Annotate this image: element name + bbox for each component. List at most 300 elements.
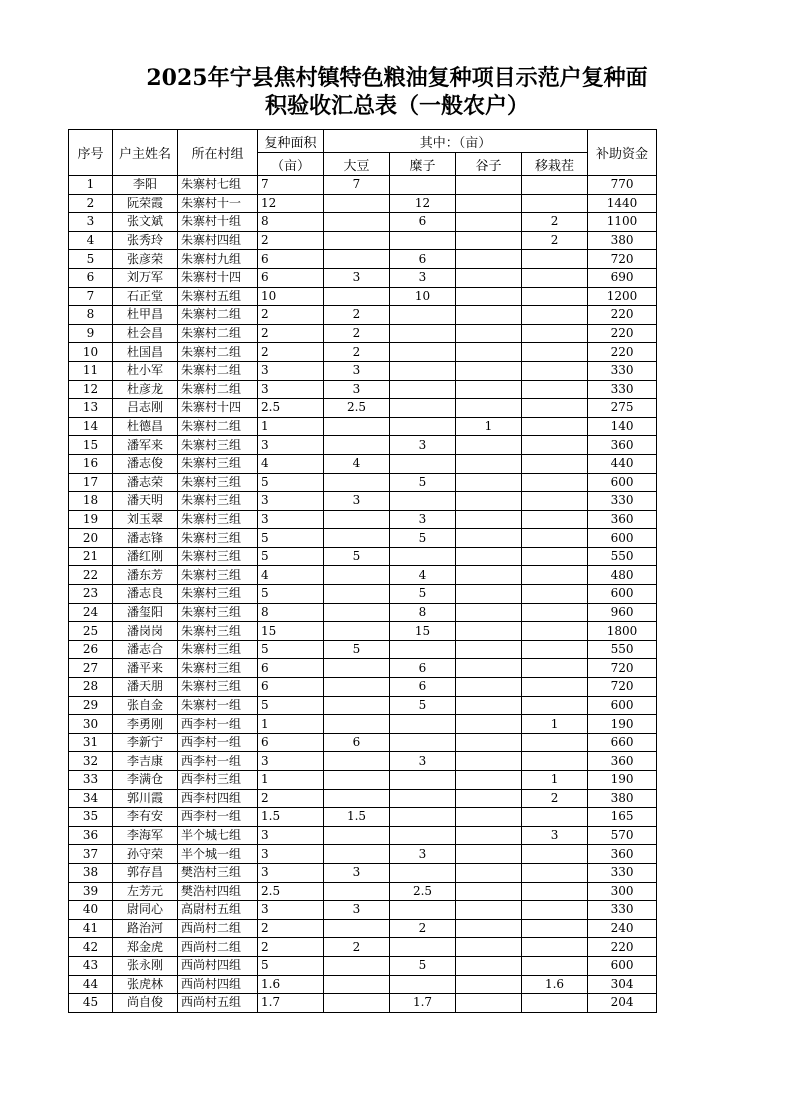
cell-village: 朱寨村三组 [178, 510, 258, 529]
table-row [69, 213, 657, 232]
cell-area: 7 [258, 176, 324, 195]
cell-millet [456, 882, 522, 901]
cell-subsidy: 220 [588, 938, 657, 957]
cell-area: 5 [258, 585, 324, 604]
cell-soybean [324, 622, 390, 641]
cell-subsidy: 304 [588, 975, 657, 994]
cell-village: 朱寨村四组 [178, 231, 258, 250]
cell-village: 朱寨村九组 [178, 250, 258, 269]
cell-soybean [324, 956, 390, 975]
cell-name: 潘红刚 [113, 547, 178, 566]
table-row [69, 863, 657, 882]
header-millet: 谷子 [456, 153, 522, 176]
cell-transplant [522, 696, 588, 715]
table-row [69, 640, 657, 659]
cell-seq: 31 [69, 733, 113, 752]
cell-subsidy: 360 [588, 510, 657, 529]
cell-soybean: 2 [324, 306, 390, 325]
table-row [69, 715, 657, 734]
cell-area: 6 [258, 659, 324, 678]
cell-village: 朱寨村三组 [178, 640, 258, 659]
cell-seq: 6 [69, 268, 113, 287]
cell-area: 8 [258, 213, 324, 232]
cell-transplant [522, 845, 588, 864]
cell-village: 朱寨村三组 [178, 585, 258, 604]
cell-area: 3 [258, 510, 324, 529]
cell-seq: 30 [69, 715, 113, 734]
cell-millet-broom: 5 [390, 529, 456, 548]
cell-area: 5 [258, 547, 324, 566]
cell-village: 半个城七组 [178, 826, 258, 845]
cell-village: 朱寨村二组 [178, 380, 258, 399]
cell-subsidy: 330 [588, 863, 657, 882]
cell-village: 朱寨村二组 [178, 306, 258, 325]
cell-soybean: 3 [324, 492, 390, 511]
cell-millet-broom: 1.7 [390, 994, 456, 1013]
cell-soybean: 7 [324, 176, 390, 195]
table-row [69, 529, 657, 548]
cell-millet [456, 919, 522, 938]
cell-transplant [522, 324, 588, 343]
cell-millet-broom [390, 938, 456, 957]
cell-seq: 15 [69, 436, 113, 455]
cell-name: 阮荣霞 [113, 194, 178, 213]
cell-millet [456, 287, 522, 306]
cell-soybean: 2 [324, 324, 390, 343]
cell-transplant: 1 [522, 771, 588, 790]
cell-millet [456, 436, 522, 455]
cell-millet [456, 268, 522, 287]
cell-area: 2 [258, 938, 324, 957]
cell-transplant [522, 678, 588, 697]
cell-millet [456, 752, 522, 771]
table-row [69, 771, 657, 790]
cell-seq: 44 [69, 975, 113, 994]
cell-millet-broom: 5 [390, 696, 456, 715]
cell-name: 李吉康 [113, 752, 178, 771]
cell-subsidy: 190 [588, 715, 657, 734]
cell-millet-broom: 8 [390, 603, 456, 622]
cell-millet-broom: 15 [390, 622, 456, 641]
cell-seq: 33 [69, 771, 113, 790]
cell-subsidy: 660 [588, 733, 657, 752]
table-row [69, 231, 657, 250]
cell-seq: 21 [69, 547, 113, 566]
cell-soybean: 6 [324, 733, 390, 752]
cell-name: 孙守荣 [113, 845, 178, 864]
cell-millet [456, 343, 522, 362]
cell-millet [456, 306, 522, 325]
cell-name: 李阳 [113, 176, 178, 195]
cell-transplant [522, 176, 588, 195]
cell-name: 李有安 [113, 808, 178, 827]
cell-soybean: 2 [324, 938, 390, 957]
cell-soybean: 3 [324, 863, 390, 882]
cell-seq: 19 [69, 510, 113, 529]
table-row [69, 696, 657, 715]
cell-transplant [522, 268, 588, 287]
cell-name: 李勇刚 [113, 715, 178, 734]
cell-transplant [522, 250, 588, 269]
cell-soybean [324, 250, 390, 269]
cell-seq: 42 [69, 938, 113, 957]
cell-soybean: 3 [324, 901, 390, 920]
table-row [69, 194, 657, 213]
table-row [69, 845, 657, 864]
cell-millet [456, 176, 522, 195]
cell-millet [456, 696, 522, 715]
cell-area: 4 [258, 454, 324, 473]
cell-subsidy: 204 [588, 994, 657, 1013]
cell-village: 朱寨村七组 [178, 176, 258, 195]
cell-subsidy: 360 [588, 436, 657, 455]
cell-millet-broom [390, 863, 456, 882]
cell-village: 朱寨村三组 [178, 529, 258, 548]
cell-soybean [324, 231, 390, 250]
cell-area: 2.5 [258, 399, 324, 418]
cell-soybean [324, 436, 390, 455]
summary-table [68, 129, 657, 1013]
cell-transplant [522, 510, 588, 529]
header-soybean: 大豆 [324, 153, 390, 176]
cell-millet-broom [390, 231, 456, 250]
cell-millet [456, 845, 522, 864]
cell-name: 吕志刚 [113, 399, 178, 418]
table-row [69, 826, 657, 845]
table-row [69, 547, 657, 566]
cell-millet-broom [390, 715, 456, 734]
cell-subsidy: 380 [588, 789, 657, 808]
cell-village: 西李村一组 [178, 808, 258, 827]
cell-millet-broom [390, 306, 456, 325]
table-row [69, 994, 657, 1013]
cell-area: 1.5 [258, 808, 324, 827]
cell-millet [456, 826, 522, 845]
cell-subsidy: 220 [588, 324, 657, 343]
cell-area: 8 [258, 603, 324, 622]
cell-subsidy: 330 [588, 380, 657, 399]
cell-subsidy: 600 [588, 696, 657, 715]
cell-millet-broom: 3 [390, 268, 456, 287]
cell-soybean [324, 603, 390, 622]
cell-millet [456, 213, 522, 232]
cell-millet [456, 659, 522, 678]
cell-name: 郭存昌 [113, 863, 178, 882]
cell-village: 西李村三组 [178, 771, 258, 790]
cell-millet [456, 975, 522, 994]
cell-transplant: 2 [522, 213, 588, 232]
cell-seq: 2 [69, 194, 113, 213]
table-row [69, 510, 657, 529]
cell-name: 张虎林 [113, 975, 178, 994]
cell-transplant [522, 863, 588, 882]
cell-subsidy: 190 [588, 771, 657, 790]
cell-subsidy: 165 [588, 808, 657, 827]
cell-village: 西尚村四组 [178, 956, 258, 975]
cell-seq: 8 [69, 306, 113, 325]
cell-name: 杜国昌 [113, 343, 178, 362]
cell-seq: 45 [69, 994, 113, 1013]
cell-subsidy: 1440 [588, 194, 657, 213]
cell-millet [456, 194, 522, 213]
cell-name: 潘天朋 [113, 678, 178, 697]
cell-soybean [324, 789, 390, 808]
cell-seq: 18 [69, 492, 113, 511]
table-row [69, 901, 657, 920]
cell-village: 樊浩村三组 [178, 863, 258, 882]
cell-millet [456, 771, 522, 790]
cell-village: 西尚村二组 [178, 919, 258, 938]
header-millet-broom: 糜子 [390, 153, 456, 176]
table-row [69, 938, 657, 957]
cell-millet-broom [390, 901, 456, 920]
cell-area: 3 [258, 380, 324, 399]
cell-seq: 12 [69, 380, 113, 399]
cell-transplant [522, 287, 588, 306]
cell-village: 朱寨村三组 [178, 436, 258, 455]
cell-area: 3 [258, 361, 324, 380]
cell-village: 西李村四组 [178, 789, 258, 808]
table-row [69, 808, 657, 827]
cell-village: 西尚村五组 [178, 994, 258, 1013]
cell-millet-broom [390, 399, 456, 418]
cell-area: 4 [258, 566, 324, 585]
cell-name: 潘东芳 [113, 566, 178, 585]
table-row [69, 176, 657, 195]
cell-transplant [522, 492, 588, 511]
cell-millet [456, 901, 522, 920]
cell-area: 2 [258, 789, 324, 808]
cell-soybean [324, 194, 390, 213]
cell-area: 2 [258, 919, 324, 938]
cell-seq: 39 [69, 882, 113, 901]
cell-soybean [324, 994, 390, 1013]
cell-millet [456, 585, 522, 604]
cell-millet [456, 715, 522, 734]
cell-village: 朱寨村三组 [178, 454, 258, 473]
cell-soybean [324, 417, 390, 436]
cell-millet-broom [390, 771, 456, 790]
cell-millet [456, 733, 522, 752]
cell-millet [456, 547, 522, 566]
cell-soybean [324, 882, 390, 901]
cell-name: 杜会昌 [113, 324, 178, 343]
table-row [69, 733, 657, 752]
cell-village: 朱寨村三组 [178, 492, 258, 511]
cell-subsidy: 720 [588, 250, 657, 269]
cell-name: 杜小军 [113, 361, 178, 380]
cell-millet [456, 510, 522, 529]
cell-village: 朱寨村三组 [178, 473, 258, 492]
cell-transplant [522, 994, 588, 1013]
cell-transplant [522, 343, 588, 362]
cell-area: 5 [258, 956, 324, 975]
cell-subsidy: 1800 [588, 622, 657, 641]
cell-name: 郭川霞 [113, 789, 178, 808]
cell-soybean [324, 696, 390, 715]
table-row [69, 789, 657, 808]
cell-seq: 17 [69, 473, 113, 492]
cell-seq: 20 [69, 529, 113, 548]
cell-millet-broom: 2 [390, 919, 456, 938]
cell-millet-broom [390, 640, 456, 659]
cell-village: 西李村一组 [178, 752, 258, 771]
cell-name: 潘志锋 [113, 529, 178, 548]
cell-village: 朱寨村二组 [178, 417, 258, 436]
cell-village: 朱寨村一组 [178, 696, 258, 715]
cell-transplant: 2 [522, 231, 588, 250]
cell-village: 朱寨村三组 [178, 659, 258, 678]
cell-subsidy: 480 [588, 566, 657, 585]
cell-soybean [324, 919, 390, 938]
cell-millet-broom [390, 361, 456, 380]
table-row [69, 678, 657, 697]
cell-subsidy: 330 [588, 492, 657, 511]
table-row [69, 436, 657, 455]
cell-seq: 11 [69, 361, 113, 380]
cell-name: 石正堂 [113, 287, 178, 306]
cell-soybean [324, 715, 390, 734]
cell-subsidy: 440 [588, 454, 657, 473]
cell-soybean [324, 510, 390, 529]
table-row [69, 603, 657, 622]
cell-soybean [324, 473, 390, 492]
cell-name: 潘志荣 [113, 473, 178, 492]
cell-millet-broom: 3 [390, 510, 456, 529]
cell-millet-broom: 10 [390, 287, 456, 306]
cell-seq: 32 [69, 752, 113, 771]
table-row [69, 454, 657, 473]
cell-seq: 13 [69, 399, 113, 418]
cell-soybean: 3 [324, 380, 390, 399]
table-row [69, 882, 657, 901]
cell-soybean: 2.5 [324, 399, 390, 418]
cell-name: 张秀玲 [113, 231, 178, 250]
cell-subsidy: 380 [588, 231, 657, 250]
cell-transplant [522, 473, 588, 492]
cell-name: 潘天明 [113, 492, 178, 511]
cell-subsidy: 770 [588, 176, 657, 195]
cell-millet [456, 603, 522, 622]
table-body [69, 176, 657, 1013]
cell-area: 15 [258, 622, 324, 641]
cell-area: 1.6 [258, 975, 324, 994]
cell-transplant [522, 399, 588, 418]
cell-village: 朱寨村二组 [178, 361, 258, 380]
cell-village: 半个城一组 [178, 845, 258, 864]
cell-subsidy: 1200 [588, 287, 657, 306]
cell-name: 张永刚 [113, 956, 178, 975]
cell-millet-broom [390, 380, 456, 399]
cell-subsidy: 330 [588, 901, 657, 920]
cell-name: 李新宁 [113, 733, 178, 752]
cell-village: 朱寨村三组 [178, 566, 258, 585]
cell-name: 张文斌 [113, 213, 178, 232]
cell-millet-broom [390, 733, 456, 752]
cell-village: 西李村一组 [178, 715, 258, 734]
page-title-line2: 积验收汇总表（一般农户） [264, 93, 529, 119]
cell-transplant [522, 603, 588, 622]
cell-soybean [324, 826, 390, 845]
cell-millet [456, 399, 522, 418]
cell-millet-broom: 12 [390, 194, 456, 213]
cell-area: 2 [258, 343, 324, 362]
table-row [69, 417, 657, 436]
cell-millet-broom: 3 [390, 752, 456, 771]
cell-area: 3 [258, 492, 324, 511]
table-row [69, 287, 657, 306]
cell-millet-broom [390, 492, 456, 511]
cell-seq: 14 [69, 417, 113, 436]
cell-name: 潘志良 [113, 585, 178, 604]
cell-area: 12 [258, 194, 324, 213]
cell-transplant [522, 566, 588, 585]
cell-millet [456, 956, 522, 975]
cell-name: 左芳元 [113, 882, 178, 901]
cell-seq: 4 [69, 231, 113, 250]
cell-millet-broom [390, 789, 456, 808]
cell-subsidy: 600 [588, 956, 657, 975]
header-transplant: 移栽茬 [522, 153, 588, 176]
cell-name: 张自金 [113, 696, 178, 715]
cell-village: 朱寨村三组 [178, 622, 258, 641]
cell-transplant [522, 882, 588, 901]
cell-transplant: 2 [522, 789, 588, 808]
cell-millet [456, 473, 522, 492]
header-area-unit: （亩） [258, 153, 324, 176]
table-row [69, 399, 657, 418]
header-village: 所在村组 [178, 130, 258, 176]
table-row [69, 752, 657, 771]
cell-millet-broom [390, 826, 456, 845]
cell-village: 朱寨村二组 [178, 343, 258, 362]
cell-millet-broom: 6 [390, 250, 456, 269]
table-row [69, 268, 657, 287]
cell-area: 5 [258, 529, 324, 548]
cell-transplant [522, 194, 588, 213]
cell-area: 10 [258, 287, 324, 306]
cell-transplant [522, 436, 588, 455]
table-row [69, 585, 657, 604]
cell-subsidy: 960 [588, 603, 657, 622]
cell-subsidy: 220 [588, 343, 657, 362]
header-area: 复种面积 [258, 130, 324, 153]
cell-area: 2 [258, 231, 324, 250]
cell-name: 张彦荣 [113, 250, 178, 269]
cell-transplant [522, 733, 588, 752]
cell-millet-broom [390, 343, 456, 362]
cell-transplant [522, 956, 588, 975]
cell-subsidy: 330 [588, 361, 657, 380]
cell-millet [456, 380, 522, 399]
cell-village: 西尚村二组 [178, 938, 258, 957]
cell-transplant [522, 938, 588, 957]
cell-millet-broom [390, 176, 456, 195]
cell-name: 郑金虎 [113, 938, 178, 957]
cell-soybean: 3 [324, 361, 390, 380]
cell-village: 朱寨村三组 [178, 678, 258, 697]
cell-millet [456, 454, 522, 473]
cell-subsidy: 300 [588, 882, 657, 901]
table-row [69, 324, 657, 343]
cell-seq: 3 [69, 213, 113, 232]
cell-transplant [522, 547, 588, 566]
cell-village: 朱寨村十四 [178, 268, 258, 287]
cell-millet-broom: 2.5 [390, 882, 456, 901]
cell-millet [456, 492, 522, 511]
cell-area: 1.7 [258, 994, 324, 1013]
cell-millet-broom [390, 324, 456, 343]
